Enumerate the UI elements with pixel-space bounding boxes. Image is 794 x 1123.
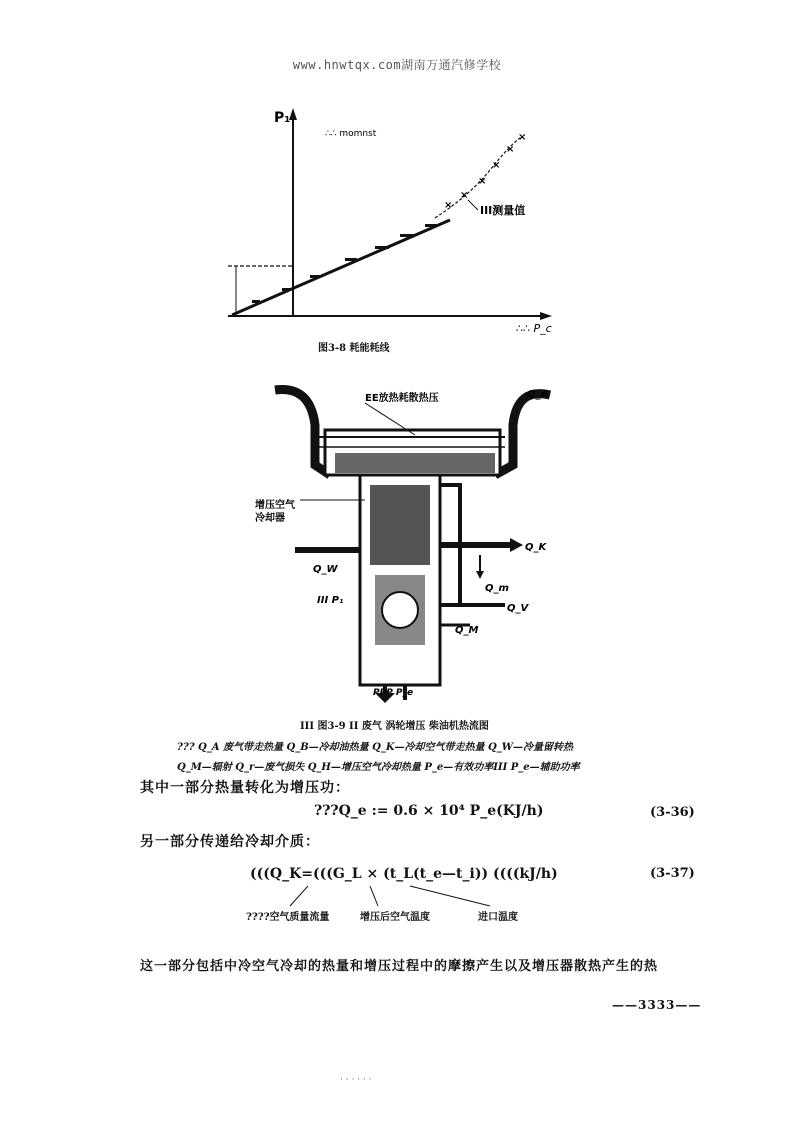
- top-label: ∴∴ momnst: [325, 129, 377, 139]
- legend-line-2: Q_M—辐射 Q_r—废气损失 Q_H—增压空气冷却热量 P_e—有效功率III P_e—辅助功率: [177, 762, 580, 773]
- fit-line: [232, 220, 450, 315]
- formula-3-36: ???Q_e := 0.6 × 10⁴ P_e(KJ/h): [314, 803, 544, 819]
- svg-text:×: ×: [492, 160, 501, 171]
- x-axis-arrow: [540, 312, 552, 320]
- label-p1: III P₁: [317, 595, 344, 606]
- label-qw: Q_W: [313, 564, 338, 575]
- label-intercooler-2: 冷却器: [255, 513, 285, 524]
- measured-points: [444, 132, 526, 211]
- svg-text:×: ×: [478, 176, 487, 187]
- pipe-right: [495, 394, 550, 475]
- figure-3-9-diagram: [255, 375, 575, 705]
- label-qk: Q_K: [525, 542, 547, 553]
- crank-circle: [382, 592, 418, 628]
- equation-number-3-37: (3-37): [650, 866, 695, 881]
- page-number: ——3333——: [612, 998, 702, 1012]
- formula-note-boost-temp: 增压后空气温度: [360, 912, 430, 923]
- svg-text:×: ×: [518, 132, 527, 143]
- page-watermark: www.hnwtqx.com湖南万通汽修学校: [292, 58, 502, 72]
- label-qm: Q_m: [485, 583, 509, 594]
- legend-line-1: ??? Q_A 废气带走热量 Q_B—冷却油热量 Q_K—冷却空气带走热量 Q_W—冷量留转热: [177, 742, 573, 753]
- paragraph-2: 另一部分传递给冷却介质：: [140, 834, 320, 850]
- turbo-hatch: [335, 453, 495, 473]
- label-qM: Q_M: [455, 625, 479, 636]
- figure-3-9-caption: III 图3-9 II 废气 涡轮增压 柴油机热流图: [300, 721, 489, 732]
- label-qv: Q_V: [507, 603, 529, 614]
- svg-text:×: ×: [460, 190, 469, 201]
- formula-note-inlet-temp: 进口温度: [478, 912, 518, 923]
- label-pe: PPP P_e: [373, 688, 414, 698]
- paragraph-3: 这一部分包括中冷空气冷却的热量和增压过程中的摩擦产生以及增压器散热产生的热: [140, 959, 659, 974]
- pipe-left: [275, 389, 330, 475]
- figure-3-8-caption: 图3-8 耗能耗线: [318, 343, 390, 354]
- formula-3-37: (((Q_K=(((G_L × (t_L(t_e—t_i)) ((((kJ/h): [250, 866, 558, 882]
- curve-label: III测量值: [480, 204, 526, 217]
- equation-number-3-36: (3-36): [650, 805, 695, 820]
- formula-note-mass-flow: ????空气质量流量: [246, 912, 330, 923]
- footer-dots: · · · · · ·: [340, 1075, 372, 1085]
- svg-text:×: ×: [444, 200, 453, 211]
- x-axis-label: ∴∴ P_c: [516, 322, 552, 335]
- y-axis-label: P₁: [274, 110, 291, 126]
- paragraph-1: 其中一部分热量转化为增压功：: [140, 780, 350, 796]
- figure-3-8-chart: [210, 100, 570, 335]
- label-intercooler-1: 增压空气: [255, 500, 295, 511]
- cylinder-hatch: [370, 485, 430, 565]
- svg-text:×: ×: [506, 144, 515, 155]
- curve-pointer: [468, 200, 478, 210]
- line-marks: [252, 224, 437, 303]
- label-top: EE放热耗散热压: [365, 393, 439, 404]
- label-qa: Q_A: [527, 389, 549, 400]
